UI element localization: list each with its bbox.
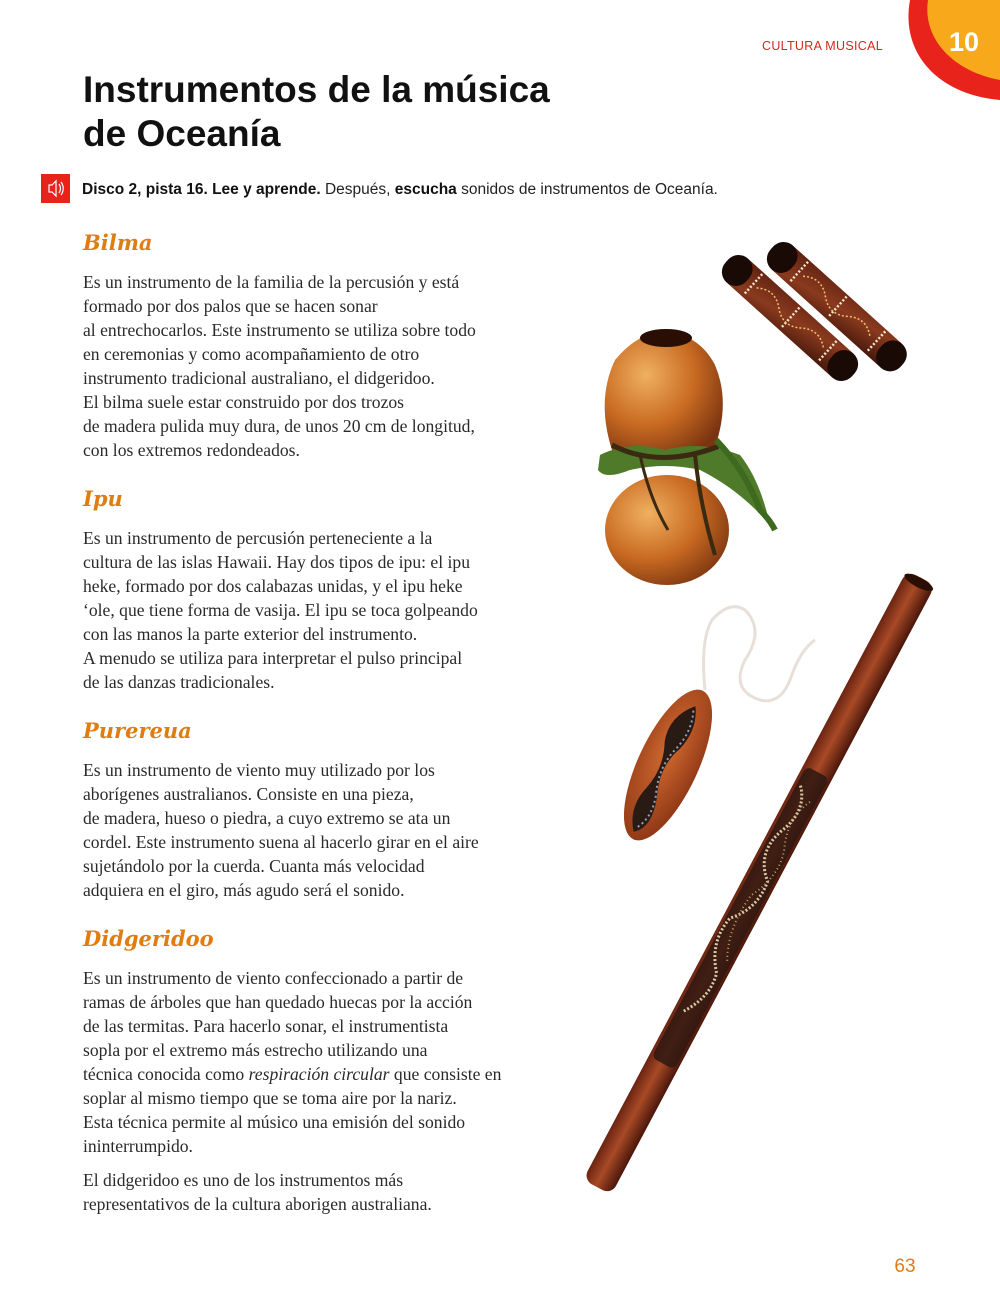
ipu-gourd-image [598, 329, 775, 585]
article-content [83, 228, 573, 1238]
section-heading: Didgeridoo [83, 926, 214, 951]
text-line: adquiera en el giro, más agudo será el sonido. [83, 880, 405, 900]
text-line: en ceremonias y como acompañamiento de otro [83, 344, 420, 364]
text-line: instrumento tradicional australiano, el didgeridoo. [83, 368, 435, 388]
page-number: 63 [894, 1256, 916, 1277]
text-line: Esta técnica permite al músico una emisión del sonido [83, 1112, 466, 1132]
text-line: representativos de la cultura aborigen australiana. [83, 1194, 432, 1214]
instruments-illustration [575, 230, 990, 1230]
section-didgeridoo [83, 924, 573, 1216]
text-line: con las manos la parte exterior del instrumento. [83, 624, 418, 644]
paragraph [83, 966, 573, 1158]
page-title [83, 68, 643, 156]
section-ipu [83, 484, 573, 694]
text-line [83, 1062, 573, 1086]
unit-number: 10 [948, 27, 980, 57]
text-line: de madera pulida muy dura, de unos 20 cm de longitud, [83, 416, 475, 436]
text-line: Es un instrumento de viento muy utilizado por los [83, 760, 435, 780]
text-line: El didgeridoo es uno de los instrumentos más [83, 1170, 404, 1190]
text-line: ramas de árboles que han quedado huecas por la acción [83, 992, 473, 1012]
didgeridoo-image [583, 570, 935, 1194]
text-line: ininterrumpido. [83, 1136, 193, 1156]
speaker-icon[interactable] [41, 174, 70, 203]
text-line: Es un instrumento de percusión perteneciente a la [83, 528, 433, 548]
paragraph [83, 526, 573, 694]
text-line: cultura de las islas Hawaii. Hay dos tipos de ipu: el ipu [83, 552, 470, 572]
paragraph [83, 1168, 573, 1216]
text-line: de las danzas tradicionales. [83, 672, 275, 692]
section-heading: Ipu [83, 486, 123, 511]
text-line: Es un instrumento de la familia de la percusión y está [83, 272, 460, 292]
page-title-line-1: Instrumentos de la música [83, 69, 550, 110]
text-line: de las termitas. Para hacerlo sonar, el instrumentista [83, 1016, 449, 1036]
paragraph [83, 270, 573, 462]
text-line: A menudo se utiliza para interpretar el pulso principal [83, 648, 463, 668]
italic-term: respiración circular [248, 1064, 390, 1084]
paragraph [83, 758, 573, 902]
bilma-sticks-image [716, 236, 912, 387]
instruction-text-2: sonidos de instrumentos de Oceanía. [456, 181, 718, 198]
listening-instruction [82, 181, 842, 199]
instruction-verb: escucha [394, 181, 457, 198]
section-purereua [83, 716, 573, 902]
text-line: soplar al mismo tiempo que se toma aire por la nariz. [83, 1088, 457, 1108]
text-fragment: que consiste en [389, 1064, 502, 1084]
text-fragment: técnica conocida como [83, 1064, 249, 1084]
instruction-track: Disco 2, pista 16. Lee y aprende. [82, 181, 321, 198]
section-heading: Purereua [83, 718, 192, 743]
text-line: sopla por el extremo más estrecho utilizando una [83, 1040, 428, 1060]
text-line: aborígenes australianos. Consiste en una pieza, [83, 784, 414, 804]
text-line: cordel. Este instrumento suena al hacerlo girar en el aire [83, 832, 479, 852]
text-line: ‘ole, que tiene forma de vasija. El ipu se toca golpeando [83, 600, 478, 620]
text-line: El bilma suele estar construido por dos trozos [83, 392, 405, 412]
section-heading: Bilma [83, 230, 153, 255]
instruction-text-1: Después, [320, 181, 395, 198]
page-title-line-2: de Oceanía [83, 113, 281, 154]
section-label: CULTURA MUSICAL [762, 39, 883, 53]
section-bilma [83, 228, 573, 462]
text-line: con los extremos redondeados. [83, 440, 300, 460]
text-line: formado por dos palos que se hacen sonar [83, 296, 378, 316]
text-line: al entrechocarlos. Este instrumento se utiliza sobre todo [83, 320, 476, 340]
text-line: sujetándolo por la cuerda. Cuanta más velocidad [83, 856, 425, 876]
text-line: de madera, hueso o piedra, a cuyo extremo se ata un [83, 808, 451, 828]
text-line: heke, formado por dos calabazas unidas, y el ipu heke [83, 576, 463, 596]
text-line: Es un instrumento de viento confeccionado a partir de [83, 968, 464, 988]
